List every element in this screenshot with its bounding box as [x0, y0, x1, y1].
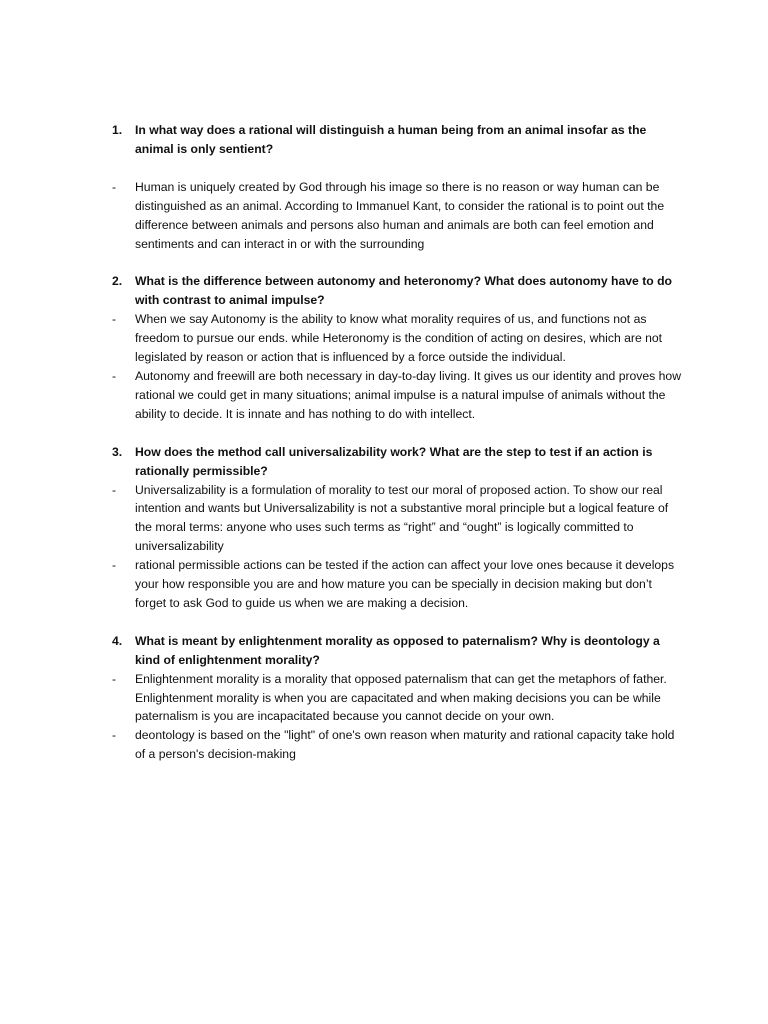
bullet-dash: -: [112, 558, 117, 573]
answer-text: Autonomy and freewill are both necessary in day-to-day living. It gives us our identity and proves how rational we could get in many situations; animal impulse is a natural impulse of animals without the ability to decide. It is innate and has nothing to do with intellect.: [135, 368, 682, 421]
question-number: 3.: [112, 444, 123, 459]
section-2: [112, 272, 684, 423]
bullet-dash: -: [112, 482, 117, 497]
question-3: [112, 443, 684, 481]
bullet-dash: -: [112, 312, 117, 327]
section-3: [112, 443, 684, 613]
question-text: What is meant by enlightenment morality as opposed to paternalism? Why is deontology a kind of enlightenment morality?: [135, 633, 660, 667]
answer-text: Universalizability is a formulation of morality to test our moral of proposed action. To show our real intention and wants but Universalizability is not a substantive moral principle but a logical feature of the moral terms: anyone who uses such terms as “right” and “ought” is logically committed to universalizability: [135, 482, 669, 554]
document-body: [112, 121, 684, 764]
answer-1-1: [112, 178, 684, 254]
answer-4-2: [112, 726, 684, 764]
answer-4-1: [112, 670, 684, 727]
answer-text: Enlightenment morality is a morality that opposed paternalism that can get the metaphors of father. Enlightenment morality is when you are capacitated and when making decisions you can be while paternalism is you are incapacitated because you cannot decide on your own.: [135, 671, 667, 724]
section-1: [112, 121, 684, 253]
answer-3-1: [112, 481, 684, 557]
question-2: [112, 272, 684, 310]
question-text: In what way does a rational will distinguish a human being from an animal insofar as the animal is only sentient?: [135, 123, 647, 156]
answer-text: deontology is based on the "light" of one's own reason when maturity and rational capacity take hold of a person's decision-making: [135, 728, 675, 762]
answer-2-1: [112, 310, 684, 367]
section-4: [112, 632, 684, 764]
answer-3-2: [112, 556, 684, 613]
answer-2-2: [112, 367, 684, 424]
bullet-dash: -: [112, 368, 117, 383]
bullet-dash: -: [112, 671, 117, 686]
bullet-dash: -: [112, 179, 117, 194]
bullet-dash: -: [112, 728, 117, 743]
answer-text: rational permissible actions can be tested if the action can affect your love ones because it develops your how responsible you are and how mature you can be specially in decision making but don’t forget to ask God to guide us when we are making a decision.: [135, 558, 675, 610]
answer-text: When we say Autonomy is the ability to know what morality requires of us, and functions not as freedom to pursue our ends. while Heteronomy is the condition of acting on desires, which are not legislated by reason or action that is influenced by a force outside the individual.: [135, 312, 663, 365]
question-4: [112, 632, 684, 670]
question-text: What is the difference between autonomy and heteronomy? What does autonomy have to do with contrast to animal impulse?: [135, 274, 672, 308]
question-text: How does the method call universalizability work? What are the step to test if an action is rationally permissible?: [135, 444, 653, 478]
question-number: 1.: [112, 123, 123, 137]
question-1: [112, 121, 684, 159]
question-number: 2.: [112, 274, 123, 289]
answer-text: Human is uniquely created by God through his image so there is no reason or way human can be distinguished as an animal. According to Immanuel Kant, to consider the rational is to point out the difference between animals and persons also human and animals are both can feel emotion and sentiments and can interact in or with the surrounding: [135, 179, 665, 251]
question-number: 4.: [112, 633, 123, 648]
